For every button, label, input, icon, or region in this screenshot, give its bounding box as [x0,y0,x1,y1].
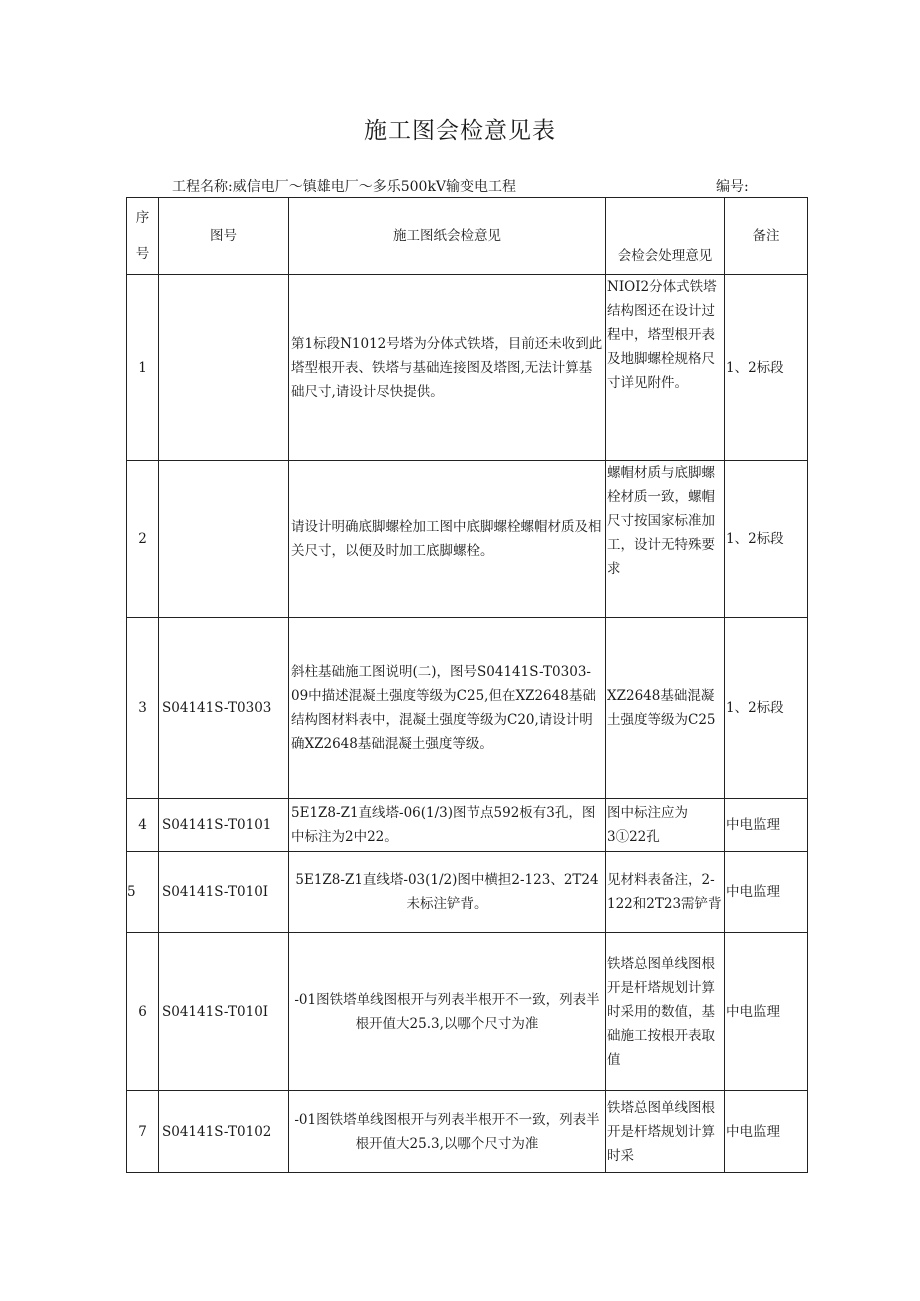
header-opinion: 施工图纸会检意见 [289,198,606,275]
cell-drawing [159,461,289,618]
table-row [127,1091,808,1173]
cell-opinion: -01图铁塔单线图根开与列表半根开不一致，列表半根开值大25.3,以哪个尺寸为准 [289,933,606,1091]
table-header-row [127,198,808,275]
cell-opinion: 请设计明确底脚螺栓加工图中底脚螺栓螺帽材质及相关尺寸，以便及时加工底脚螺栓。 [289,461,606,618]
cell-seq: 6 [127,933,159,1091]
table-row [127,461,808,618]
cell-remark: 1、2标段 [725,275,808,461]
cell-remark: 1、2标段 [725,618,808,799]
table-row [127,852,808,933]
cell-drawing: S04141S-T0102 [159,1091,289,1173]
cell-opinion: 5E1Z8-Z1直线塔-03(1/2)图中横担2-123、2T24未标注铲背。 [289,852,606,933]
cell-drawing: S04141S-T0101 [159,799,289,852]
project-name: 工程名称:威信电厂～镇雄电厂～多乐500kV输变电工程 [172,179,517,195]
page-title: 施工图会检意见表 [364,118,556,144]
cell-remark: 中电监理 [725,933,808,1091]
cell-drawing [159,275,289,461]
code-label: 编号: [716,179,749,195]
table-row [127,799,808,852]
cell-remark: 1、2标段 [725,461,808,618]
cell-seq: 7 [127,1091,159,1173]
header-drawing: 图号 [159,198,289,275]
cell-handling: 铁塔总图单线图根开是杆塔规划计算时采用的数值，基础施工按根开表取值 [606,933,725,1091]
cell-opinion: 斜柱基础施工图说明(二)，图号S04141S-T0303-09中描述混凝土强度等级为C25,但在XZ2648基础结构图材料表中，混凝土强度等级为C20,请设计明确XZ2648基础混凝土强度等级。 [289,618,606,799]
cell-opinion: 5E1Z8-Z1直线塔-06(1/3)图节点592板有3孔，图中标注为2中22。 [289,799,606,852]
review-table [126,197,808,1173]
cell-handling: 螺帽材质与底脚螺栓材质一致，螺帽尺寸按国家标准加工，设计无特殊要求 [606,461,725,618]
cell-remark: 中电监理 [725,799,808,852]
cell-opinion: -01图铁塔单线图根开与列表半根开不一致，列表半根开值大25.3,以哪个尺寸为准 [289,1091,606,1173]
table-row [127,618,808,799]
cell-handling: XZ2648基础混凝土强度等级为C25 [606,618,725,799]
cell-opinion: 第1标段N1012号塔为分体式铁塔，目前还未收到此塔型根开表、铁塔与基础连接图及塔图,无法计算基础尺寸,请设计尽快提供。 [289,275,606,461]
cell-seq: 1 [127,275,159,461]
cell-handling: 图中标注应为3①22孔 [606,799,725,852]
header-remark: 备注 [725,198,808,275]
cell-seq: 2 [127,461,159,618]
cell-drawing: S04141S-T010I [159,852,289,933]
header-seq [127,198,159,275]
cell-seq: 4 [127,799,159,852]
cell-seq: 3 [127,618,159,799]
cell-handling: 见材料表备注，2-122和2T23需铲背 [606,852,725,933]
cell-handling: NIOI2分体式铁塔结构图还在设计过程中，塔型根开表及地脚螺栓规格尺寸详见附件。 [606,275,725,461]
cell-seq: 5 [127,852,159,933]
cell-handling: 铁塔总图单线图根开是杆塔规划计算时采 [606,1091,725,1173]
cell-drawing: S04141S-T0303 [159,618,289,799]
cell-drawing: S04141S-T010I [159,933,289,1091]
header-seq-top: 序 [135,210,150,226]
table-row [127,933,808,1091]
header-handling: 会检会处理意见 [606,198,725,275]
header-seq-bottom: 号 [135,246,150,262]
cell-remark: 中电监理 [725,852,808,933]
cell-remark: 中电监理 [725,1091,808,1173]
table-row [127,275,808,461]
